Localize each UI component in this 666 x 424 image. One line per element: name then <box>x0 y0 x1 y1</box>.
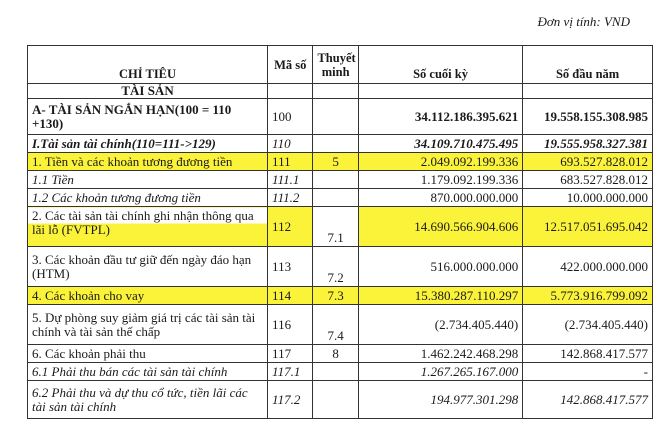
row-start: (2.734.405.440) <box>523 305 653 345</box>
unit-label: Đơn vị tính: VND <box>537 14 630 29</box>
row-note <box>313 189 358 207</box>
balance-sheet-table <box>27 45 653 419</box>
row-end: 516.000.000.000 <box>358 247 522 287</box>
row-start: 142.868.417.577 <box>523 345 653 363</box>
row-end: 1.179.092.199.336 <box>358 171 522 189</box>
row-name: 4. Các khoản cho vay <box>28 287 268 305</box>
row-end: 194.977.301.298 <box>358 381 522 419</box>
header-row <box>28 46 653 84</box>
row-name: 6.2 Phải thu và dự thu cổ tức, tiền lãi các tài sản tài chính <box>28 381 268 419</box>
table-row <box>28 363 653 381</box>
row-name: 2. Các tài sản tài chính ghi nhận thông qua lãi lỗ (FVTPL) <box>28 207 268 247</box>
row-code: 113 <box>268 247 313 287</box>
row-code: 110 <box>268 135 313 153</box>
table-row <box>28 171 653 189</box>
row-note <box>313 99 358 135</box>
row-name: 6.1 Phải thu bán các tài sản tài chính <box>28 363 268 381</box>
row-code: 111 <box>268 153 313 171</box>
row-end: 14.690.566.904.606 <box>358 207 522 247</box>
row-code: 117.1 <box>268 363 313 381</box>
row-code: 100 <box>268 99 313 135</box>
header-note: Thuyết minh <box>313 46 358 84</box>
row-start: 19.558.155.308.985 <box>523 99 653 135</box>
row-code: 114 <box>268 287 313 305</box>
row-name: 1.1 Tiền <box>28 171 268 189</box>
table-row <box>28 305 653 345</box>
table-row <box>28 99 653 135</box>
table-row <box>28 153 653 171</box>
row-start: 683.527.828.012 <box>523 171 653 189</box>
row-code: 117 <box>268 345 313 363</box>
row-end: 2.049.092.199.336 <box>358 153 522 171</box>
row-note: 8 <box>313 345 358 363</box>
row-note <box>313 363 358 381</box>
row-start: 5.773.916.799.092 <box>523 287 653 305</box>
table-row <box>28 207 653 247</box>
row-note: 7.3 <box>313 287 358 305</box>
section-title: TÀI SẢN <box>28 84 268 99</box>
row-end: (2.734.405.440) <box>358 305 522 345</box>
row-start: 19.555.958.327.381 <box>523 135 653 153</box>
row-start: 10.000.000.000 <box>523 189 653 207</box>
table-row <box>28 189 653 207</box>
row-note: 7.4 <box>313 305 358 345</box>
row-start: 693.527.828.012 <box>523 153 653 171</box>
table-row <box>28 135 653 153</box>
row-code: 112 <box>268 207 313 247</box>
row-name: 1.2 Các khoản tương đương tiền <box>28 189 268 207</box>
row-end: 1.267.265.167.000 <box>358 363 522 381</box>
row-start: 422.000.000.000 <box>523 247 653 287</box>
table-row <box>28 381 653 419</box>
row-note <box>313 135 358 153</box>
row-note: 5 <box>313 153 358 171</box>
row-code: 117.2 <box>268 381 313 419</box>
row-code: 111.1 <box>268 171 313 189</box>
table-row <box>28 287 653 305</box>
row-name: 6. Các khoản phải thu <box>28 345 268 363</box>
header-end: Số cuối kỳ <box>358 46 522 84</box>
row-end: 34.112.186.395.621 <box>358 99 522 135</box>
row-end: 1.462.242.468.298 <box>358 345 522 363</box>
row-code: 111.2 <box>268 189 313 207</box>
row-end: 15.380.287.110.297 <box>358 287 522 305</box>
row-end: 870.000.000.000 <box>358 189 522 207</box>
header-name: CHỈ TIÊU <box>28 46 268 84</box>
row-code: 116 <box>268 305 313 345</box>
table-row <box>28 247 653 287</box>
section-row <box>28 84 653 99</box>
row-name: A- TÀI SẢN NGẮN HẠN(100 = 110 +130) <box>28 99 268 135</box>
row-note <box>313 381 358 419</box>
row-note: 7.1 <box>313 207 358 247</box>
row-start: 12.517.051.695.042 <box>523 207 653 247</box>
row-name: I.Tài sản tài chính(110=111->129) <box>28 135 268 153</box>
row-end: 34.109.710.475.495 <box>358 135 522 153</box>
row-name: 1. Tiền và các khoản tương đương tiền <box>28 153 268 171</box>
row-note: 7.2 <box>313 247 358 287</box>
row-name: 5. Dự phòng suy giảm giá trị các tài sản tài chính và tài sản thế chấp <box>28 305 268 345</box>
header-code: Mã số <box>268 46 313 84</box>
header-start: Số đầu năm <box>523 46 653 84</box>
row-start: 142.868.417.577 <box>523 381 653 419</box>
table-row <box>28 345 653 363</box>
row-name: 3. Các khoản đầu tư giữ đến ngày đáo hạn (HTM) <box>28 247 268 287</box>
row-note <box>313 171 358 189</box>
row-start: - <box>523 363 653 381</box>
